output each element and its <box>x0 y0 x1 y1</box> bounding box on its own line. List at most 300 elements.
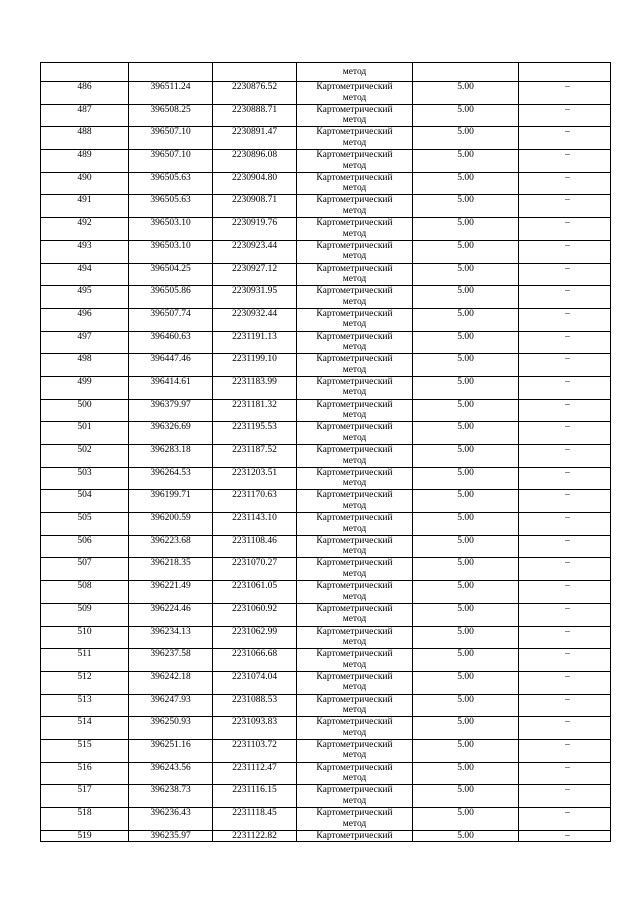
y-coordinate-cell: 2231066.68 <box>213 649 297 672</box>
accuracy-cell: 5.00 <box>413 739 519 762</box>
point-number-cell: 517 <box>41 785 129 808</box>
accuracy-cell: 5.00 <box>413 82 519 105</box>
method-cell <box>297 535 413 558</box>
y-coordinate-cell: 2231074.04 <box>213 671 297 694</box>
note-cell: – <box>519 240 611 263</box>
x-coordinate-cell: 396508.25 <box>129 104 213 127</box>
x-coordinate-cell: 396234.13 <box>129 626 213 649</box>
point-number-cell: 502 <box>41 445 129 468</box>
method-line-2: метод <box>342 750 367 761</box>
y-coordinate-cell: 2231070.27 <box>213 558 297 581</box>
method-line-2: метод <box>342 274 367 284</box>
y-coordinate-cell: 2231088.53 <box>213 694 297 717</box>
y-coordinate-cell: 2231143.10 <box>213 513 297 536</box>
method-cell <box>297 603 413 626</box>
accuracy-cell: 5.00 <box>413 581 519 604</box>
note-cell: – <box>519 739 611 762</box>
accuracy-cell: 5.00 <box>413 127 519 150</box>
y-coordinate-cell: 2231060.92 <box>213 603 297 626</box>
accuracy-cell: 5.00 <box>413 263 519 286</box>
point-number-cell: 511 <box>41 649 129 672</box>
method-line-1: Картометрический <box>316 581 393 592</box>
table-cell <box>129 63 213 82</box>
y-coordinate-cell: 2231103.72 <box>213 739 297 762</box>
method-line-2: метод <box>342 387 367 398</box>
note-cell: – <box>519 308 611 331</box>
x-coordinate-cell: 396236.43 <box>129 808 213 831</box>
method-line-1: Картометрический <box>316 762 393 773</box>
method-cell <box>297 762 413 785</box>
x-coordinate-cell: 396507.10 <box>129 127 213 150</box>
accuracy-cell: 5.00 <box>413 694 519 717</box>
table-row <box>41 785 611 808</box>
method-line-2: метод <box>342 228 367 239</box>
accuracy-cell: 5.00 <box>413 626 519 649</box>
method-line-1: Картометрический <box>316 649 393 660</box>
table-row <box>41 490 611 513</box>
method-cell <box>297 172 413 195</box>
y-coordinate-cell: 2231199.10 <box>213 354 297 377</box>
method-cell <box>297 558 413 581</box>
method-line-1: Картометрический <box>316 172 393 183</box>
method-line-2: метод <box>342 410 367 421</box>
method-line-1: Картометрический <box>316 535 393 546</box>
accuracy-cell: 5.00 <box>413 808 519 831</box>
note-cell: – <box>519 399 611 422</box>
point-number-cell: 515 <box>41 739 129 762</box>
note-cell: – <box>519 331 611 354</box>
y-coordinate-cell: 2231191.13 <box>213 331 297 354</box>
method-cell <box>297 649 413 672</box>
method-line-2: метод <box>342 591 367 602</box>
method-line-1: Картометрический <box>316 127 393 138</box>
table-row <box>41 172 611 195</box>
method-cell <box>297 739 413 762</box>
accuracy-cell: 5.00 <box>413 490 519 513</box>
x-coordinate-cell: 396447.46 <box>129 354 213 377</box>
y-coordinate-cell: 2230896.08 <box>213 150 297 173</box>
note-cell: – <box>519 376 611 399</box>
table-row <box>41 195 611 218</box>
method-line-1: Картометрический <box>316 195 393 206</box>
method-line-2: метод <box>342 478 367 489</box>
accuracy-cell: 5.00 <box>413 671 519 694</box>
point-number-cell: 486 <box>41 82 129 105</box>
point-number-cell: 488 <box>41 127 129 150</box>
method-line-2: метод <box>342 523 367 534</box>
note-cell: – <box>519 581 611 604</box>
point-number-cell: 489 <box>41 150 129 173</box>
table-row <box>41 808 611 831</box>
method-cell <box>297 354 413 377</box>
note-cell: – <box>519 626 611 649</box>
note-cell: – <box>519 671 611 694</box>
note-cell: – <box>519 513 611 536</box>
accuracy-cell: 5.00 <box>413 762 519 785</box>
point-number-cell: 494 <box>41 263 129 286</box>
note-cell: – <box>519 558 611 581</box>
x-coordinate-cell: 396199.71 <box>129 490 213 513</box>
method-line-1: Картометрический <box>316 263 393 274</box>
table-cell <box>519 63 611 82</box>
x-coordinate-cell: 396326.69 <box>129 422 213 445</box>
table-row <box>41 104 611 127</box>
method-line-2: метод <box>342 183 367 194</box>
point-number-cell: 491 <box>41 195 129 218</box>
accuracy-cell: 5.00 <box>413 331 519 354</box>
point-number-cell: 496 <box>41 308 129 331</box>
method-cell <box>297 195 413 218</box>
note-cell: – <box>519 127 611 150</box>
point-number-cell: 516 <box>41 762 129 785</box>
x-coordinate-cell: 396505.63 <box>129 172 213 195</box>
table-row <box>41 399 611 422</box>
point-number-cell: 487 <box>41 104 129 127</box>
point-number-cell: 508 <box>41 581 129 604</box>
x-coordinate-cell: 396504.25 <box>129 263 213 286</box>
method-cell <box>297 717 413 740</box>
method-line-1: Картометрический <box>316 717 393 728</box>
note-cell: – <box>519 694 611 717</box>
x-coordinate-cell: 396505.86 <box>129 286 213 309</box>
coordinates-table <box>40 62 611 842</box>
note-cell: – <box>519 603 611 626</box>
point-number-cell: 490 <box>41 172 129 195</box>
method-line-2: метод <box>342 682 367 693</box>
method-line-2: метод <box>342 319 367 330</box>
x-coordinate-cell: 396218.35 <box>129 558 213 581</box>
method-cell <box>297 694 413 717</box>
note-cell: – <box>519 717 611 740</box>
method-line-2: метод <box>342 432 367 443</box>
accuracy-cell: 5.00 <box>413 717 519 740</box>
point-number-cell: 500 <box>41 399 129 422</box>
method-line-1: Картометрический <box>316 808 393 818</box>
method-line-1: Картометрический <box>316 82 393 92</box>
x-coordinate-cell: 396505.63 <box>129 195 213 218</box>
method-cell <box>297 422 413 445</box>
method-cell <box>297 399 413 422</box>
method-cell <box>297 626 413 649</box>
table-row <box>41 762 611 785</box>
x-coordinate-cell: 396511.24 <box>129 82 213 105</box>
note-cell: – <box>519 218 611 241</box>
x-coordinate-cell: 396223.68 <box>129 535 213 558</box>
y-coordinate-cell: 2230876.52 <box>213 82 297 105</box>
accuracy-cell: 5.00 <box>413 376 519 399</box>
method-line-2: метод <box>342 137 367 148</box>
method-line-1: Картометрический <box>316 490 393 501</box>
method-cell <box>297 513 413 536</box>
method-line-2: метод <box>342 614 367 625</box>
table-row <box>41 445 611 468</box>
method-line-2: метод <box>342 500 367 511</box>
method-line-1: Картометрический <box>316 785 393 796</box>
x-coordinate-cell: 396247.93 <box>129 694 213 717</box>
method-cell <box>297 286 413 309</box>
point-number-cell: 514 <box>41 717 129 740</box>
table-row <box>41 694 611 717</box>
accuracy-cell: 5.00 <box>413 535 519 558</box>
y-coordinate-cell: 2231122.82 <box>213 830 297 842</box>
accuracy-cell: 5.00 <box>413 558 519 581</box>
accuracy-cell: 5.00 <box>413 445 519 468</box>
table-row <box>41 263 611 286</box>
y-coordinate-cell: 2231181.32 <box>213 399 297 422</box>
table-row <box>41 354 611 377</box>
table-row <box>41 422 611 445</box>
method-cell <box>297 490 413 513</box>
x-coordinate-cell: 396221.49 <box>129 581 213 604</box>
table-row <box>41 331 611 354</box>
note-cell: – <box>519 82 611 105</box>
table-row <box>41 127 611 150</box>
method-cell <box>297 218 413 241</box>
y-coordinate-cell: 2231093.83 <box>213 717 297 740</box>
note-cell: – <box>519 535 611 558</box>
method-line-2: метод <box>342 364 367 375</box>
table-row <box>41 581 611 604</box>
note-cell: – <box>519 490 611 513</box>
table-row <box>41 535 611 558</box>
accuracy-cell: 5.00 <box>413 399 519 422</box>
method-line-1: Картометрический <box>316 286 393 297</box>
point-number-cell: 493 <box>41 240 129 263</box>
accuracy-cell: 5.00 <box>413 195 519 218</box>
x-coordinate-cell: 396503.10 <box>129 218 213 241</box>
point-number-cell: 512 <box>41 671 129 694</box>
method-cell <box>297 104 413 127</box>
accuracy-cell: 5.00 <box>413 830 519 842</box>
table-cell <box>213 63 297 82</box>
method-line-1: Картометрический <box>316 445 393 455</box>
accuracy-cell: 5.00 <box>413 240 519 263</box>
point-number-cell: 510 <box>41 626 129 649</box>
method-line-2: метод <box>342 342 367 353</box>
note-cell: – <box>519 422 611 445</box>
method-cell <box>297 308 413 331</box>
table-row <box>41 558 611 581</box>
y-coordinate-cell: 2230923.44 <box>213 240 297 263</box>
y-coordinate-cell: 2231187.52 <box>213 445 297 468</box>
method-cell <box>297 671 413 694</box>
table-row <box>41 150 611 173</box>
point-number-cell: 505 <box>41 513 129 536</box>
note-cell: – <box>519 762 611 785</box>
table-row <box>41 603 611 626</box>
y-coordinate-cell: 2230919.76 <box>213 218 297 241</box>
method-cell <box>297 581 413 604</box>
point-number-cell: 497 <box>41 331 129 354</box>
table-row <box>41 218 611 241</box>
point-number-cell: 513 <box>41 694 129 717</box>
method-cell <box>297 240 413 263</box>
point-number-cell: 503 <box>41 467 129 490</box>
accuracy-cell: 5.00 <box>413 218 519 241</box>
point-number-cell: 519 <box>41 830 129 842</box>
method-line-2: метод <box>342 296 367 307</box>
point-number-cell: 499 <box>41 376 129 399</box>
method-cell <box>297 63 413 82</box>
point-number-cell: 506 <box>41 535 129 558</box>
method-cell <box>297 331 413 354</box>
accuracy-cell: 5.00 <box>413 150 519 173</box>
point-number-cell: 495 <box>41 286 129 309</box>
x-coordinate-cell: 396379.97 <box>129 399 213 422</box>
method-line-1: Картометрический <box>316 467 393 478</box>
y-coordinate-cell: 2230904.80 <box>213 172 297 195</box>
note-cell: – <box>519 150 611 173</box>
y-coordinate-cell: 2231170.63 <box>213 490 297 513</box>
note-cell: – <box>519 808 611 831</box>
method-cell: Картометрический <box>297 830 413 842</box>
y-coordinate-cell: 2230908.71 <box>213 195 297 218</box>
y-coordinate-cell: 2231118.45 <box>213 808 297 831</box>
accuracy-cell: 5.00 <box>413 104 519 127</box>
method-line-1: Картометрический <box>316 603 393 614</box>
method-cell <box>297 127 413 150</box>
accuracy-cell: 5.00 <box>413 354 519 377</box>
note-cell: – <box>519 785 611 808</box>
method-line-1: Картометрический <box>316 671 393 682</box>
method-line-2: метод <box>342 92 367 103</box>
method-line-1: Картометрический <box>316 558 393 569</box>
method-cell <box>297 376 413 399</box>
x-coordinate-cell: 396414.61 <box>129 376 213 399</box>
x-coordinate-cell: 396243.56 <box>129 762 213 785</box>
point-number-cell: 509 <box>41 603 129 626</box>
x-coordinate-cell: 396200.59 <box>129 513 213 536</box>
method-line-2: метод <box>342 705 367 716</box>
note-cell: – <box>519 286 611 309</box>
x-coordinate-cell: 396460.63 <box>129 331 213 354</box>
table-row <box>41 671 611 694</box>
x-coordinate-cell: 396224.46 <box>129 603 213 626</box>
method-cell <box>297 785 413 808</box>
method-cell <box>297 82 413 105</box>
method-cell <box>297 445 413 468</box>
y-coordinate-cell: 2230931.95 <box>213 286 297 309</box>
point-number-cell: 518 <box>41 808 129 831</box>
note-cell: – <box>519 263 611 286</box>
note-cell: – <box>519 445 611 468</box>
accuracy-cell: 5.00 <box>413 785 519 808</box>
method-line-2: метод <box>342 818 367 829</box>
x-coordinate-cell: 396235.97 <box>129 830 213 842</box>
method-line-1: Картометрический <box>316 104 393 115</box>
accuracy-cell: 5.00 <box>413 603 519 626</box>
method-line-2: метод <box>342 205 367 216</box>
method-line-1: Картометрический <box>316 513 393 524</box>
y-coordinate-cell: 2230891.47 <box>213 127 297 150</box>
accuracy-cell: 5.00 <box>413 286 519 309</box>
y-coordinate-cell: 2230932.44 <box>213 308 297 331</box>
table-cell <box>41 63 129 82</box>
table-row <box>41 376 611 399</box>
accuracy-cell: 5.00 <box>413 422 519 445</box>
y-coordinate-cell: 2231183.99 <box>213 376 297 399</box>
method-line-2: метод <box>342 115 367 126</box>
method-line-1: Картометрический <box>316 354 393 365</box>
accuracy-cell: 5.00 <box>413 308 519 331</box>
x-coordinate-cell: 396503.10 <box>129 240 213 263</box>
note-cell: – <box>519 172 611 195</box>
y-coordinate-cell: 2231203.51 <box>213 467 297 490</box>
y-coordinate-cell: 2230888.71 <box>213 104 297 127</box>
table-row <box>41 830 611 842</box>
method-line-2: метод <box>342 637 367 647</box>
method-line-2: метод <box>342 727 367 738</box>
x-coordinate-cell: 396237.58 <box>129 649 213 672</box>
method-text: метод <box>342 67 367 77</box>
point-number-cell: 507 <box>41 558 129 581</box>
x-coordinate-cell: 396251.16 <box>129 739 213 762</box>
note-cell: – <box>519 354 611 377</box>
x-coordinate-cell: 396250.93 <box>129 717 213 740</box>
method-line-1: Картометрический <box>316 626 393 637</box>
method-cell <box>297 808 413 831</box>
table-row <box>41 240 611 263</box>
table-row <box>41 717 611 740</box>
method-cell <box>297 467 413 490</box>
table-row <box>41 626 611 649</box>
y-coordinate-cell: 2231195.53 <box>213 422 297 445</box>
y-coordinate-cell: 2231062.99 <box>213 626 297 649</box>
table-cell <box>413 63 519 82</box>
table-row <box>41 82 611 105</box>
point-number-cell: 498 <box>41 354 129 377</box>
x-coordinate-cell: 396283.18 <box>129 445 213 468</box>
table-row <box>41 649 611 672</box>
method-line-1: Картометрический <box>316 694 393 705</box>
method-line-2: метод <box>342 546 367 557</box>
method-cell <box>297 150 413 173</box>
y-coordinate-cell: 2231116.15 <box>213 785 297 808</box>
note-cell: – <box>519 467 611 490</box>
note-cell: – <box>519 195 611 218</box>
table-row-continuation <box>41 63 611 82</box>
point-number-cell: 504 <box>41 490 129 513</box>
note-cell: – <box>519 104 611 127</box>
method-line-2: метод <box>342 773 367 784</box>
table-row <box>41 308 611 331</box>
x-coordinate-cell: 396507.10 <box>129 150 213 173</box>
accuracy-cell: 5.00 <box>413 513 519 536</box>
table-row <box>41 467 611 490</box>
method-line-2: метод <box>342 568 367 579</box>
method-line-1: Картометрический <box>316 240 393 251</box>
method-line-2: метод <box>342 160 367 171</box>
x-coordinate-cell: 396507.74 <box>129 308 213 331</box>
accuracy-cell: 5.00 <box>413 649 519 672</box>
method-line-2: метод <box>342 659 367 670</box>
point-number-cell: 492 <box>41 218 129 241</box>
method-line-1: Картометрический <box>316 218 393 229</box>
note-cell: – <box>519 649 611 672</box>
method-line-1: Картометрический <box>316 331 393 342</box>
table-row <box>41 739 611 762</box>
method-line-1: Картометрический <box>316 308 393 319</box>
method-cell <box>297 263 413 286</box>
point-number-cell: 501 <box>41 422 129 445</box>
table-row <box>41 513 611 536</box>
x-coordinate-cell: 396264.53 <box>129 467 213 490</box>
accuracy-cell: 5.00 <box>413 467 519 490</box>
y-coordinate-cell: 2231108.46 <box>213 535 297 558</box>
method-line-2: метод <box>342 251 367 262</box>
method-line-1: Картометрический <box>316 422 393 433</box>
method-line-2: метод <box>342 455 367 466</box>
